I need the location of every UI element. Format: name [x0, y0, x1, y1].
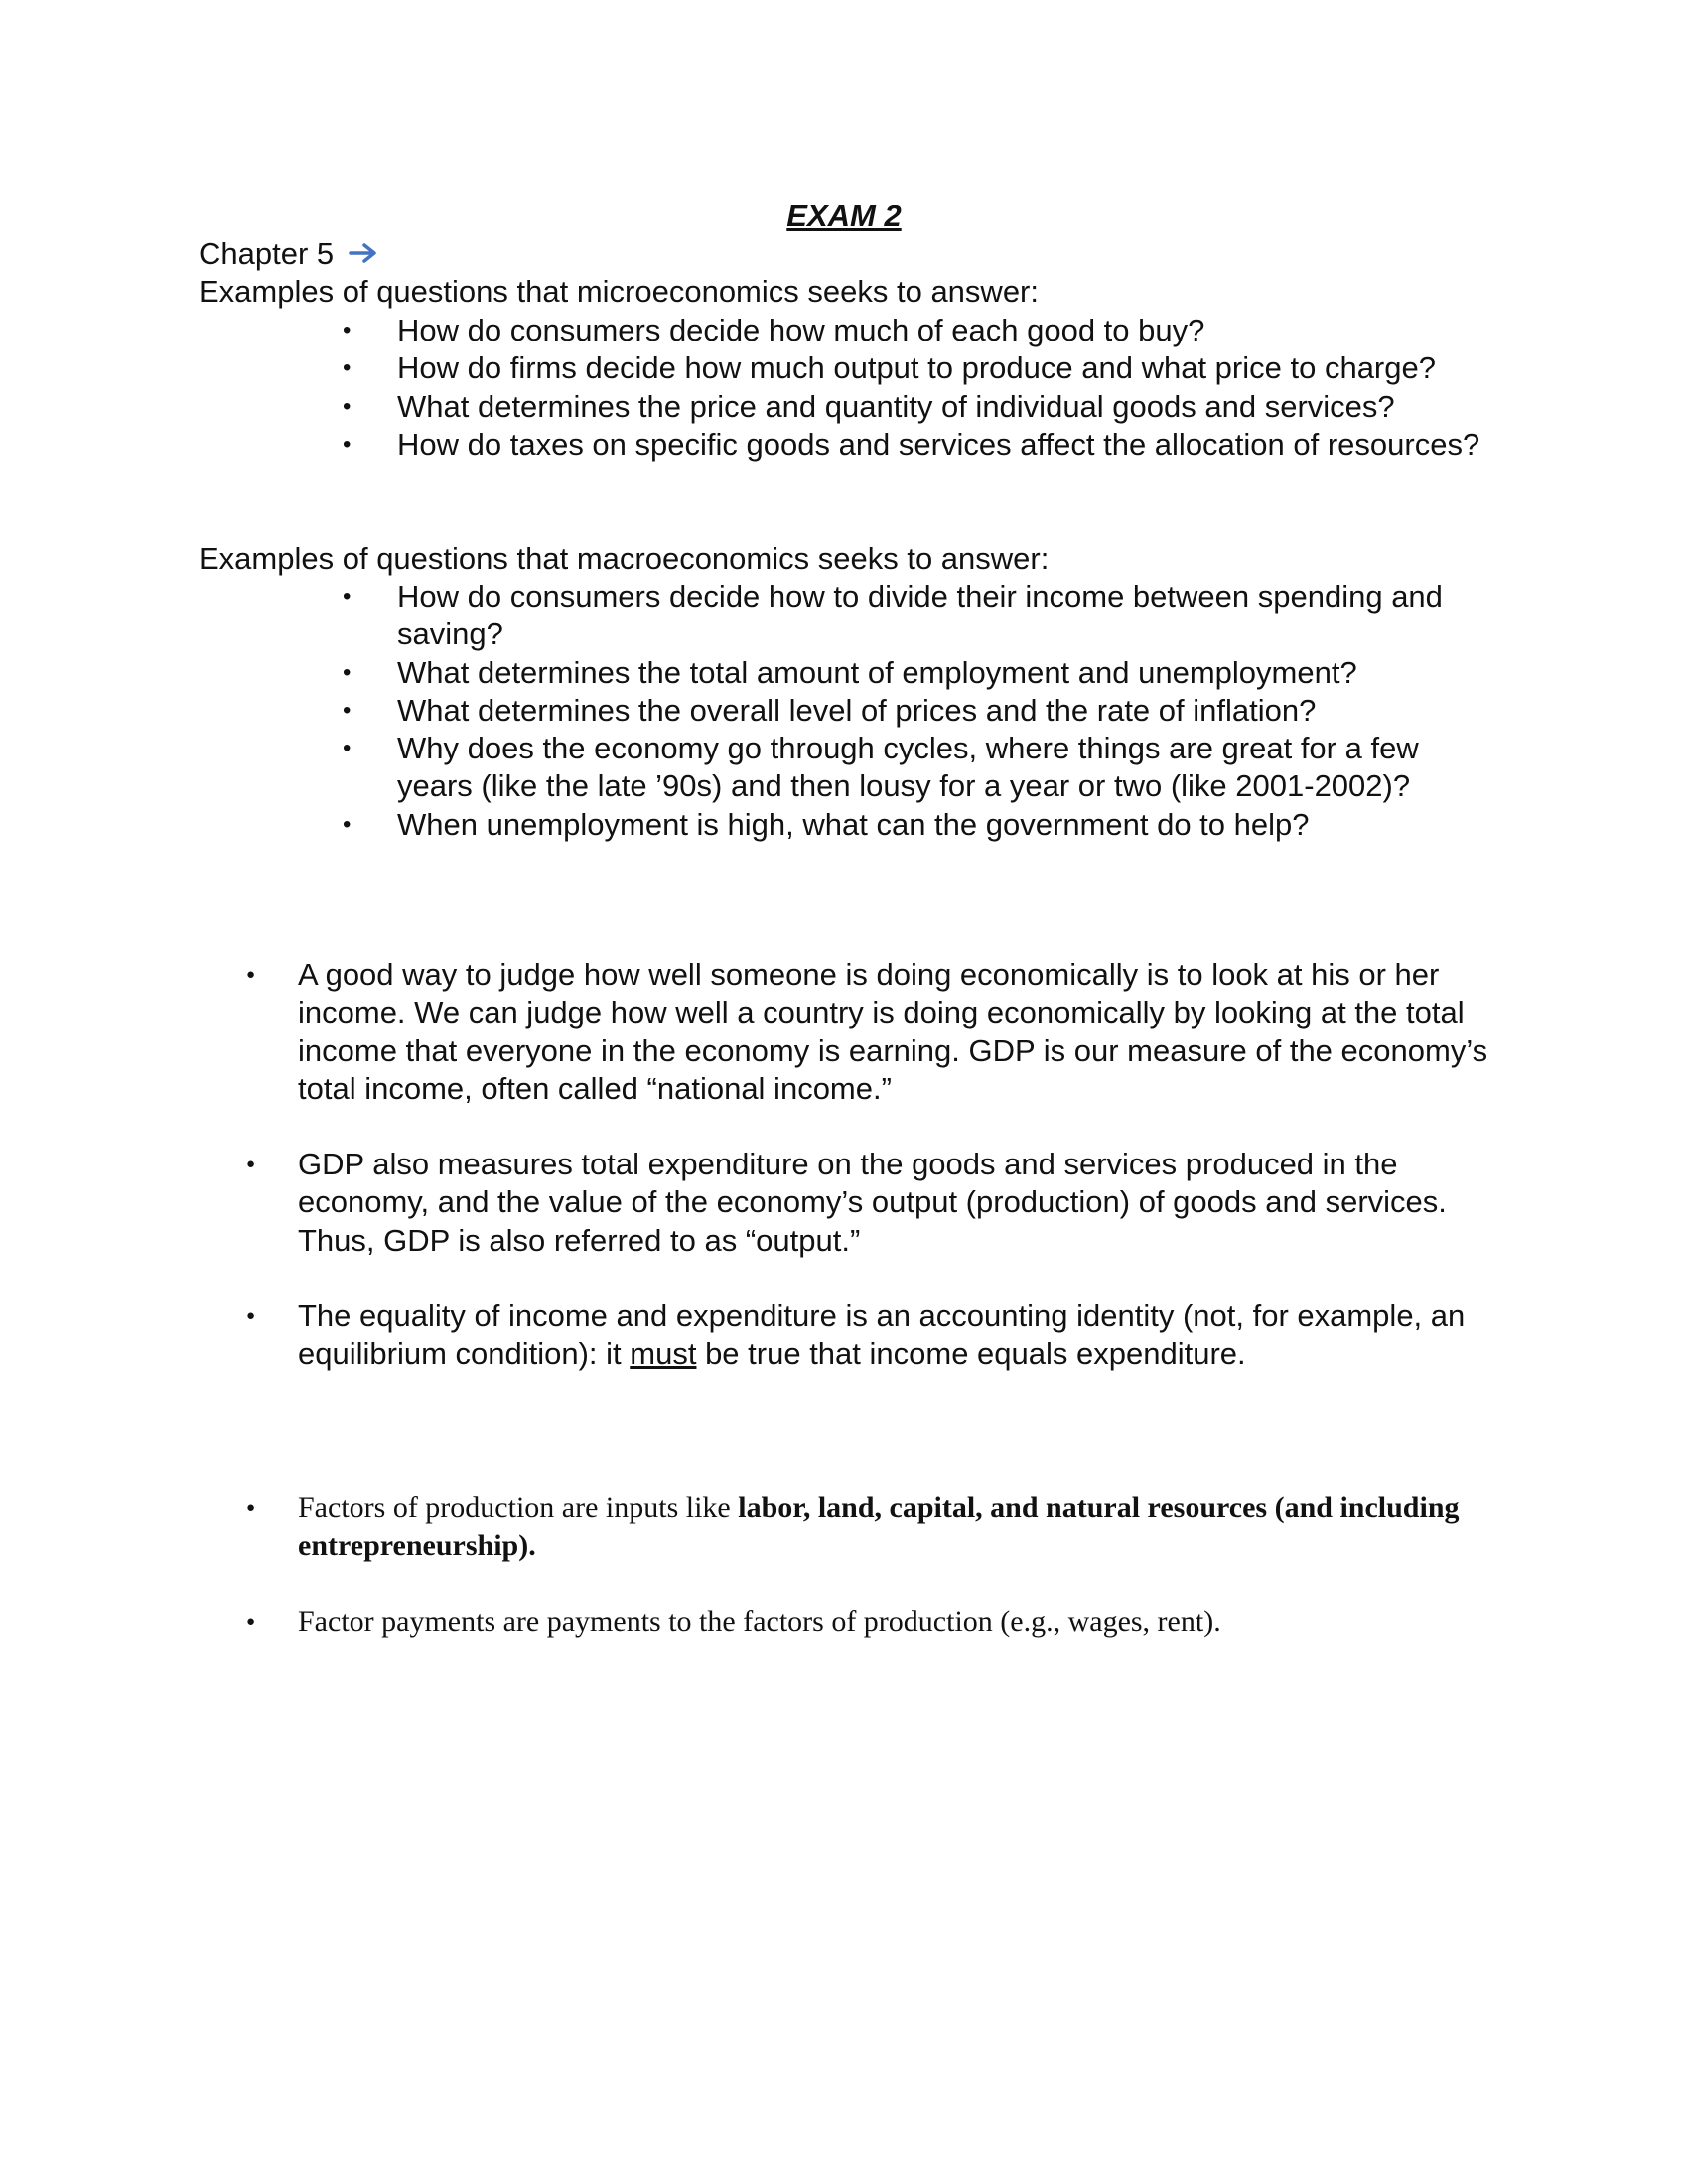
- list-item: • When unemployment is high, what can the government do to help?: [343, 806, 1484, 844]
- factor-payments-item: ● Factor payments are payments to the factors of production (e.g., wages, rent).: [246, 1603, 1499, 1641]
- micro-intro: Examples of questions that microeconomics seeks to answer:: [199, 274, 1039, 309]
- factors-of-production-item: [246, 1489, 1499, 1566]
- factors-lead: Factors of production are inputs like: [298, 1491, 739, 1524]
- macro-intro: Examples of questions that macroeconomics seeks to answer:: [199, 541, 1050, 576]
- list-item: • Why does the economy go through cycles, where things are great for a few years (like the late ’90s) and then lousy for a year or two (like 2001-2002)?: [343, 730, 1484, 806]
- page-title: EXAM 2: [786, 199, 902, 233]
- factors-list: [246, 1489, 1499, 1641]
- chapter-label: Chapter 5: [199, 236, 335, 271]
- identity-note-text-end: be true that income equals expenditure.: [696, 1336, 1246, 1372]
- micro-question-list: [343, 312, 1484, 464]
- list-item: • How do consumers decide how to divide their income between spending and saving?: [343, 578, 1484, 654]
- identity-note: [246, 1297, 1499, 1374]
- list-item: • How do firms decide how much output to produce and what price to charge?: [343, 349, 1484, 387]
- chapter-heading: [199, 235, 378, 273]
- right-arrow-icon: [349, 235, 378, 273]
- list-item: • What determines the total amount of employment and unemployment?: [343, 654, 1484, 692]
- gdp-notes-list: [246, 956, 1499, 1374]
- list-item: ● A good way to judge how well someone is doing economically is to look at his or her income. We can judge how well a country is doing economically by looking at the total income that everyone in the economy is earning. GDP is our measure of the economy’s total income, often called “national income.”: [246, 956, 1499, 1108]
- list-item: • What determines the overall level of prices and the rate of inflation?: [343, 692, 1484, 730]
- factors-bold-list: labor, land, capital, and natural resources (and including entrepreneurship).: [298, 1491, 1460, 1563]
- list-item: • What determines the price and quantity of individual goods and services?: [343, 388, 1484, 426]
- identity-note-text: The equality of income and expenditure is an accounting identity (not, for example, an equilibrium condition): it: [298, 1298, 1466, 1372]
- list-item: ● GDP also measures total expenditure on the goods and services produced in the economy, and the value of the economy’s output (production) of goods and services. Thus, GDP is also referred to as “output.”: [246, 1146, 1499, 1260]
- macro-question-list: [343, 578, 1484, 844]
- list-item: • How do taxes on specific goods and services affect the allocation of resources?: [343, 426, 1484, 464]
- emphasis-must: must: [630, 1336, 697, 1372]
- list-item: • How do consumers decide how much of each good to buy?: [343, 312, 1484, 349]
